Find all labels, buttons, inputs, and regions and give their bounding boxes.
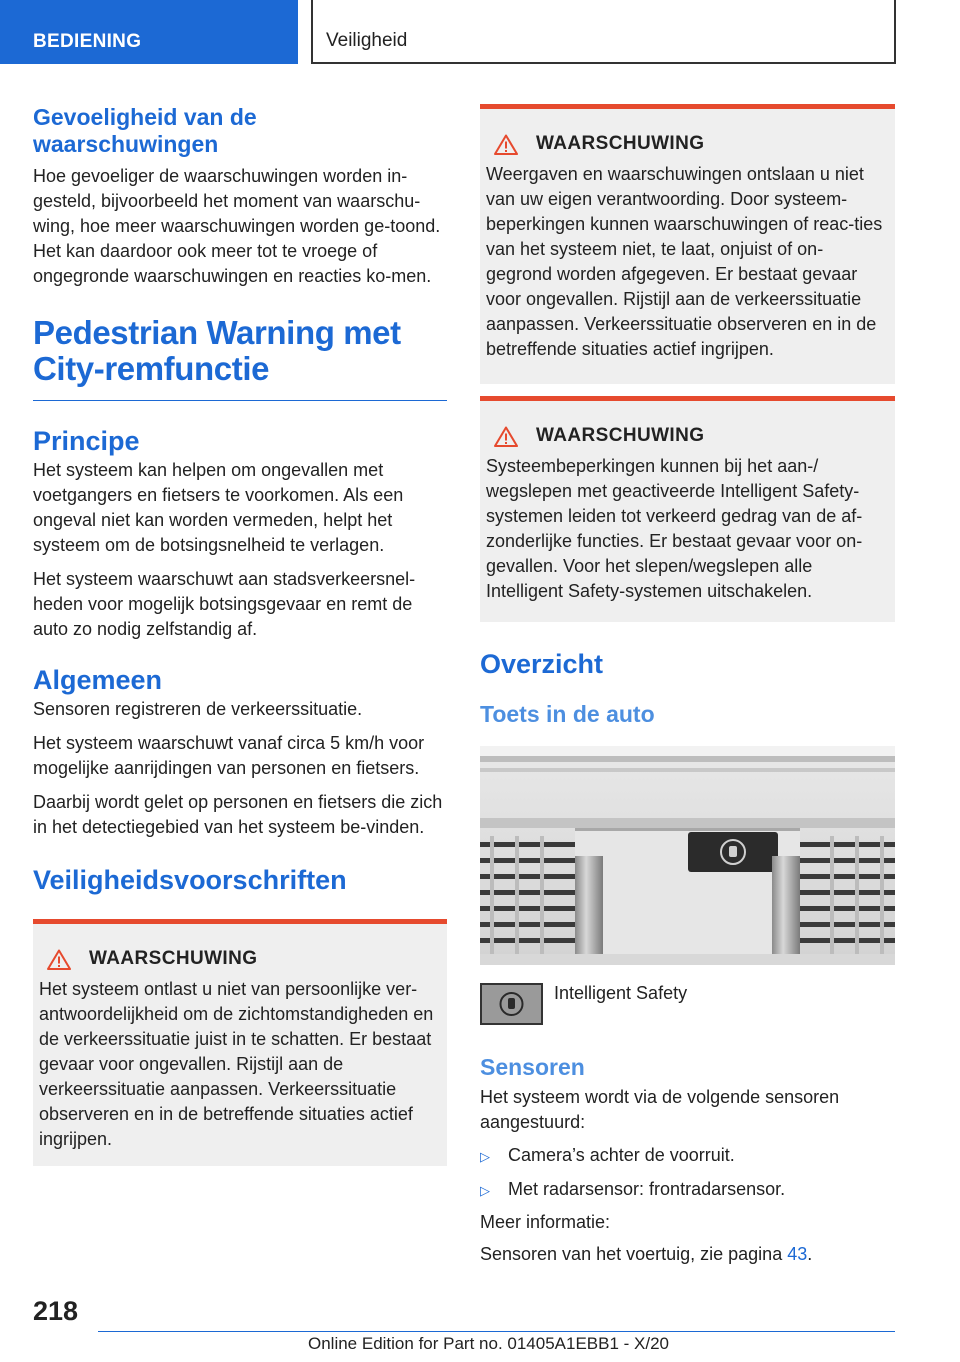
heading-veiligheid: Veiligheidsvoorschriften [33,865,347,895]
page-title: Pedestrian Warning met City-remfunctie [33,314,401,387]
heading-sensoren: Sensoren [480,1054,585,1080]
paragraph-reference: Sensoren van het voertuig, zie pagina 43. [480,1244,813,1264]
page-link[interactable]: 43 [787,1244,808,1264]
paragraph-principe-2: Het systeem waarschuwt aan stadsverkeersnel-heden voor mogelijk botsingsgevaar en remt de auto zo nodig zelfstandig af. [33,569,416,639]
list-item: ▷ Met radarsensor: frontradarsensor. [480,1177,895,1203]
section-tab [0,0,298,64]
warning-title: WAARSCHUWING [39,948,441,970]
paragraph-algemeen-1: Sensoren registreren de verkeerssituatie. [33,699,363,719]
warning-icon [47,949,71,970]
paragraph-meer: Meer informatie: [480,1212,611,1232]
footer-divider [98,1331,895,1332]
heading-toets: Toets in de auto [480,701,655,727]
warning-text: Weergaven en waarschuwingen ontslaan u niet van uw eigen verantwoording. Door systeem-beperkingen kunnen waarschuwingen of reac-ties van het systeem niet, te laat, onjuist of on-gegrond worden afgegeven. Er bestaat gevaar voor ongevallen. Rijstijl aan de verkeerssituatie aanpassen. Verkeerssituatie observeren en in de betreffende situaties actief ingrijpen. [486,164,883,359]
paragraph-sensoren: Het systeem wordt via de volgende sensoren aangestuurd: [480,1087,840,1132]
triangle-bullet-icon: ▷ [480,1149,490,1164]
paragraph-algemeen-2: Het systeem waarschuwt vanaf circa 5 km/h voor mogelijke aanrijdingen van personen en fietsers. [33,733,425,778]
paragraph-gevoeligheid: Hoe gevoeliger de waarschuwingen worden in-gesteld, bijvoorbeeld het moment van waarschu-wing, hoe meer waarschuwingen worden ge-toond. Het kan daardoor ook meer tot te vroege of ongegronde waarschuwingen en reacties ko-men. [33,166,441,286]
warning-title: WAARSCHUWING [486,425,889,447]
warning-box-1 [33,919,447,1166]
right-column [480,104,895,1267]
page-number: 218 [33,1296,79,1326]
chapter-title: Veiligheid [326,30,408,51]
triangle-bullet-icon: ▷ [480,1183,490,1198]
warning-box-3 [480,396,895,622]
legend [480,983,895,1025]
section-title: BEDIENING [33,31,142,52]
warning-title: WAARSCHUWING [486,133,889,155]
paragraph-algemeen-3: Daarbij wordt gelet op personen en fietsers die zich in het detectiegebied van het systeem be-vinden. [33,792,443,837]
intelligent-safety-button-icon [480,983,543,1025]
warning-box-2 [480,104,895,384]
list-item: ▷ Camera’s achter de voorruit. [480,1143,895,1169]
left-column [33,104,447,1166]
footer-edition: Online Edition for Part no. 01405A1EBB1 - X/20 [308,1334,670,1353]
warning-icon [494,426,518,447]
dashboard-photo [480,746,895,965]
heading-overzicht: Overzicht [480,649,604,679]
legend-label: Intelligent Safety [554,983,688,1003]
paragraph-principe-1: Het systeem kan helpen om ongevallen met voetgangers en fietsers te voorkomen. Als een ongeval niet kan worden vermeden, helpt het systeem om de botsingsnelheid te verlagen. [33,460,404,555]
chapter-tab [311,0,896,64]
heading-algemeen: Algemeen [33,665,163,695]
warning-icon [494,134,518,155]
warning-text: Het systeem ontlast u niet van persoonlijke ver-antwoordelijkheid om de zichtomstandigheden en de verkeerssituatie juist in te schatten. Er bestaat gevaar voor ongevallen. Rijstijl aan de verkeerssituatie aanpassen. Verkeerssituatie observeren en in de betreffende situaties actief ingrijpen. [39,979,434,1149]
title-divider [33,400,447,401]
heading-gevoeligheid: Gevoeligheid van de waarschuwingen [33,104,257,157]
warning-text: Systeembeperkingen kunnen bij het aan-/ wegslepen met geactiveerde Intelligent Safety-systemen leiden tot verkeerd gedrag van de af-zonderlijke functies. Er bestaat gevaar voor on-gevallen. Voor het slepen/wegslepen alle Intelligent Safety-systemen uitschakelen. [486,456,863,601]
heading-principe: Principe [33,426,140,456]
